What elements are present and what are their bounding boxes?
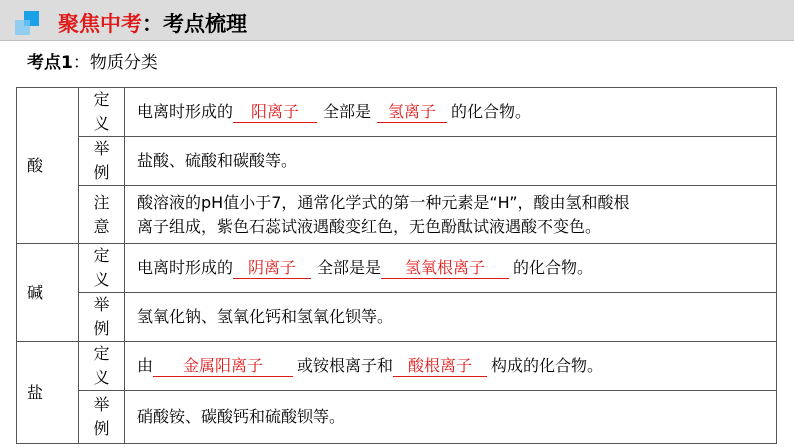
row-label-definition: 定 义	[79, 244, 125, 293]
acid-examples: 盐酸、硫酸和碳酸等。	[125, 137, 777, 186]
logo-squares-icon	[15, 11, 39, 35]
row-label-definition: 定 义	[79, 342, 125, 391]
row-label-example: 举 例	[79, 137, 125, 186]
table-row	[17, 137, 777, 186]
table-row	[17, 391, 777, 444]
title-main: 聚焦中考	[58, 12, 142, 36]
table-row	[17, 186, 777, 244]
row-label-example: 举 例	[79, 391, 125, 444]
base-definition: 电离时形成的 阴离子 全部是是 氢氧根离子 的化合物。	[125, 244, 777, 293]
answer-blank: 氢氧根离子	[381, 258, 509, 279]
row-label-definition: 定 义	[79, 88, 125, 137]
title-sep: ：	[142, 12, 163, 36]
classification-table	[16, 87, 777, 444]
table-row	[17, 244, 777, 293]
section-label: 考点1	[27, 53, 73, 73]
salt-definition: 由 金属阳离子 或铵根离子和 酸根离子 构成的化合物。	[125, 342, 777, 391]
section-heading	[27, 48, 158, 73]
answer-blank: 氢离子	[377, 102, 447, 123]
answer-blank: 金属阳离子	[153, 356, 293, 377]
row-label-example: 举 例	[79, 293, 125, 342]
header-bar	[0, 0, 794, 41]
row-label-note: 注 意	[79, 186, 125, 244]
acid-definition: 电离时形成的 阳离子 全部是 氢离子 的化合物。	[125, 88, 777, 137]
page-title	[58, 8, 247, 38]
table-row	[17, 88, 777, 137]
category-acid: 酸	[17, 88, 79, 244]
table-row	[17, 342, 777, 391]
category-base: 碱	[17, 244, 79, 342]
title-sub: 考点梳理	[163, 12, 247, 36]
section-sep: ：	[72, 53, 90, 73]
acid-note: 酸溶液的pH值小于7，通常化学式的第一种元素是“H”，酸由氢和酸根 离子组成，紫色石蕊试液遇酸变红色，无色酚酞试液遇酸不变色。	[125, 186, 777, 244]
answer-blank: 阴离子	[233, 258, 311, 279]
answer-blank: 阳离子	[233, 102, 317, 123]
table-row	[17, 293, 777, 342]
category-salt: 盐	[17, 342, 79, 444]
base-examples: 氢氧化钠、氢氧化钙和氢氧化钡等。	[125, 293, 777, 342]
answer-blank: 酸根离子	[393, 356, 487, 377]
salt-examples: 硝酸铵、碳酸钙和硫酸钡等。	[125, 391, 777, 444]
section-topic: 物质分类	[89, 53, 158, 73]
